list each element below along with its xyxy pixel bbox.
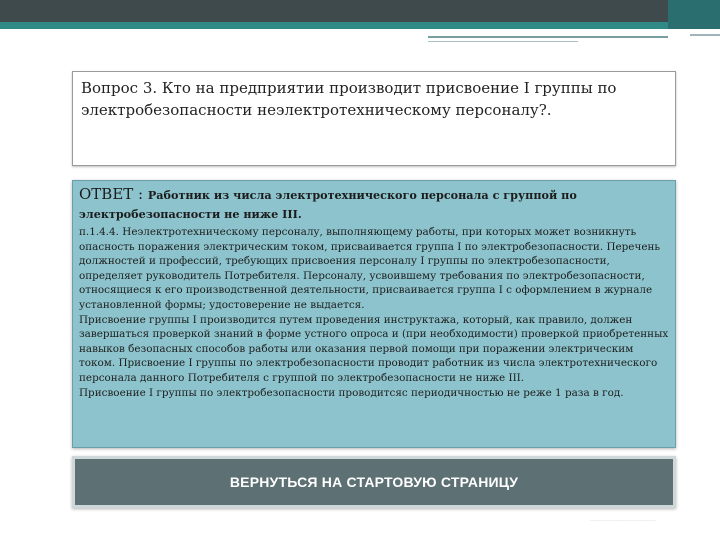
answer-body [79,225,669,400]
answer-summary: Работник из числа электротехнического персонала с группой по электробезопасности не ниже III. [79,188,577,221]
footer-link[interactable] [590,518,702,522]
answer-paragraph: п.1.4.4. Неэлектротехническому персоналу, выполняющему работы, при которых может возникнуть опасность поражения электрическим током, присваивается группа I по электробезопасности. Перечень должностей и профессий, требующих присвоения персоналу I группы по электробезопасности, определяет руководитель Потребителя. Персоналу, усвоившему требования по электробезопасности, относящиеся к его производственной деятельности, присваивается группа I с оформлением в журнале установленной формы; удостоверение не выдается. [79,226,661,311]
answer-box [72,180,676,448]
answer-heading [79,185,669,223]
answer-paragraph: Присвоение I группы по электробезопасности проводитсяс периодичностью не реже 1 раза в год. [79,386,624,399]
return-button-label: ВЕРНУТЬСЯ НА СТАРТОВУЮ СТРАНИЦУ [229,474,519,490]
top-bar [0,0,720,22]
footer-link-decor: ····································································· [590,518,656,522]
answer-paragraph: Присвоение группы I производится путем проведения инструктажа, который, как правило, должен завершаться проверкой знаний в форме устного опроса и (при необходимости) проверкой приобретенных навыков безопасных способов работы или оказания первой помощи при поражении электрическим током. Присвоение I группы по электробезопасности проводит работник из числа электротехнического персонала данного Потребителя с группой по электробезопасности не ниже III. [79,313,669,384]
decor-line [428,36,668,38]
decor-line [428,41,578,42]
question-box [72,71,676,166]
decor-line [690,34,720,36]
top-bar-accent [668,0,720,29]
return-to-start-button[interactable] [72,456,676,508]
top-bar-stripe [0,22,720,29]
question-text: Вопрос 3. Кто на предприятии производит присвоение I группы по электробезопасности неэлектротехническому персоналу?. [81,79,617,119]
answer-label: ОТВЕТ : [79,185,148,203]
